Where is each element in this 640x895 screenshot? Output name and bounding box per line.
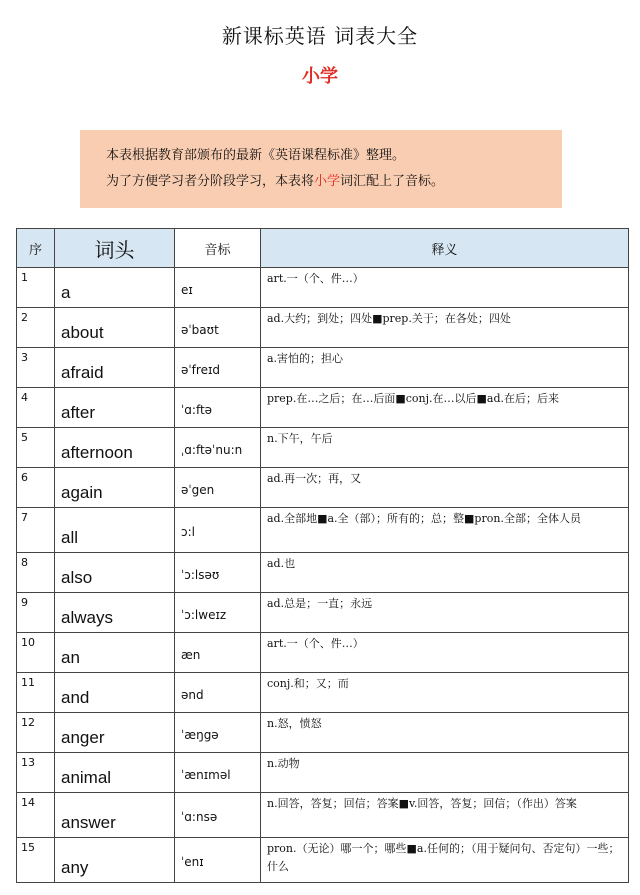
page-subtitle: 小学 (302, 66, 338, 87)
row-phonetic: əˈbaʊt (175, 308, 261, 348)
row-word: an (55, 633, 175, 673)
row-definition: n.回答，答复；回信；答案■v.回答，答复；回信；（作出）答案 (261, 793, 629, 838)
table-row (17, 633, 629, 673)
row-word: again (55, 468, 175, 508)
row-index: 6 (17, 468, 55, 508)
row-word: about (55, 308, 175, 348)
row-definition: a.害怕的；担心 (261, 348, 629, 388)
table-row (17, 838, 629, 883)
table-row (17, 553, 629, 593)
row-index: 9 (17, 593, 55, 633)
page-title: 新课标英语 词表大全 (221, 24, 419, 48)
table-row (17, 468, 629, 508)
table-row (17, 508, 629, 553)
row-phonetic: əˈfreɪd (175, 348, 261, 388)
row-phonetic: ˈæŋgə (175, 713, 261, 753)
row-phonetic: ɔ:l (175, 508, 261, 553)
row-phonetic: ˈɔ:lsəʊ (175, 553, 261, 593)
row-index: 4 (17, 388, 55, 428)
note-line-1: 本表根据教育部颁布的最新《英语课程标准》整理。 (106, 148, 406, 163)
row-index: 10 (17, 633, 55, 673)
table-header-row (17, 229, 629, 268)
row-index: 13 (17, 753, 55, 793)
row-index: 8 (17, 553, 55, 593)
note-highlight: 小学 (314, 174, 341, 189)
row-index: 5 (17, 428, 55, 468)
row-phonetic: ˌɑ:ftəˈnu:n (175, 428, 261, 468)
row-index: 7 (17, 508, 55, 553)
header-phonetic: 音标 (175, 229, 261, 268)
row-word: anger (55, 713, 175, 753)
table-row (17, 388, 629, 428)
header-index: 序 (17, 229, 55, 268)
note-line-2-start: 为了方便学习者分阶段学习，本表将 (106, 174, 315, 189)
row-word: answer (55, 793, 175, 838)
row-definition: ad.也 (261, 553, 629, 593)
table-row (17, 428, 629, 468)
row-definition: ad.全部地■a.全（部）；所有的；总；整■pron.全部；全体人员 (261, 508, 629, 553)
row-definition: prep.在…之后；在…后面■conj.在…以后■ad.在后；后来 (261, 388, 629, 428)
row-word: animal (55, 753, 175, 793)
row-definition: ad.再一次；再，又 (261, 468, 629, 508)
row-definition: n.怒，愤怒 (261, 713, 629, 753)
intro-note (80, 130, 562, 208)
table-row (17, 793, 629, 838)
table-row (17, 268, 629, 308)
row-phonetic: ˈenɪ (175, 838, 261, 883)
table-row (17, 673, 629, 713)
row-word: and (55, 673, 175, 713)
row-definition: ad.大约；到处；四处■prep.关于；在各处；四处 (261, 308, 629, 348)
row-word: any (55, 838, 175, 883)
row-index: 14 (17, 793, 55, 838)
vocabulary-table (16, 228, 629, 883)
row-phonetic: ˈɑ:nsə (175, 793, 261, 838)
row-definition: ad.总是；一直；永远 (261, 593, 629, 633)
table-row (17, 308, 629, 348)
row-definition: n.下午，午后 (261, 428, 629, 468)
row-index: 1 (17, 268, 55, 308)
row-word: afternoon (55, 428, 175, 468)
table-row (17, 593, 629, 633)
row-phonetic: ənd (175, 673, 261, 713)
note-line-2 (106, 169, 562, 195)
row-word: always (55, 593, 175, 633)
table-row (17, 348, 629, 388)
row-definition: art.一（个、件…） (261, 268, 629, 308)
table-row (17, 713, 629, 753)
row-definition: pron.（无论）哪一个；哪些■a.任何的；（用于疑问句、否定句）一些；什么 (261, 838, 629, 883)
row-phonetic: æn (175, 633, 261, 673)
row-word: a (55, 268, 175, 308)
row-definition: n.动物 (261, 753, 629, 793)
row-phonetic: əˈgen (175, 468, 261, 508)
row-index: 12 (17, 713, 55, 753)
row-word: afraid (55, 348, 175, 388)
row-index: 15 (17, 838, 55, 883)
row-phonetic: ˈɔ:lweɪz (175, 593, 261, 633)
note-line-2-end: 词汇配上了音标。 (340, 174, 445, 189)
row-index: 3 (17, 348, 55, 388)
row-definition: art.一（个、件…） (261, 633, 629, 673)
table-row (17, 753, 629, 793)
row-word: also (55, 553, 175, 593)
row-index: 2 (17, 308, 55, 348)
row-word: after (55, 388, 175, 428)
header-word: 词头 (55, 229, 175, 268)
row-phonetic: ˈɑ:ftə (175, 388, 261, 428)
header-definition: 释义 (261, 229, 629, 268)
row-phonetic: eɪ (175, 268, 261, 308)
row-definition: conj.和；又；而 (261, 673, 629, 713)
row-word: all (55, 508, 175, 553)
row-index: 11 (17, 673, 55, 713)
row-phonetic: ˈænɪməl (175, 753, 261, 793)
